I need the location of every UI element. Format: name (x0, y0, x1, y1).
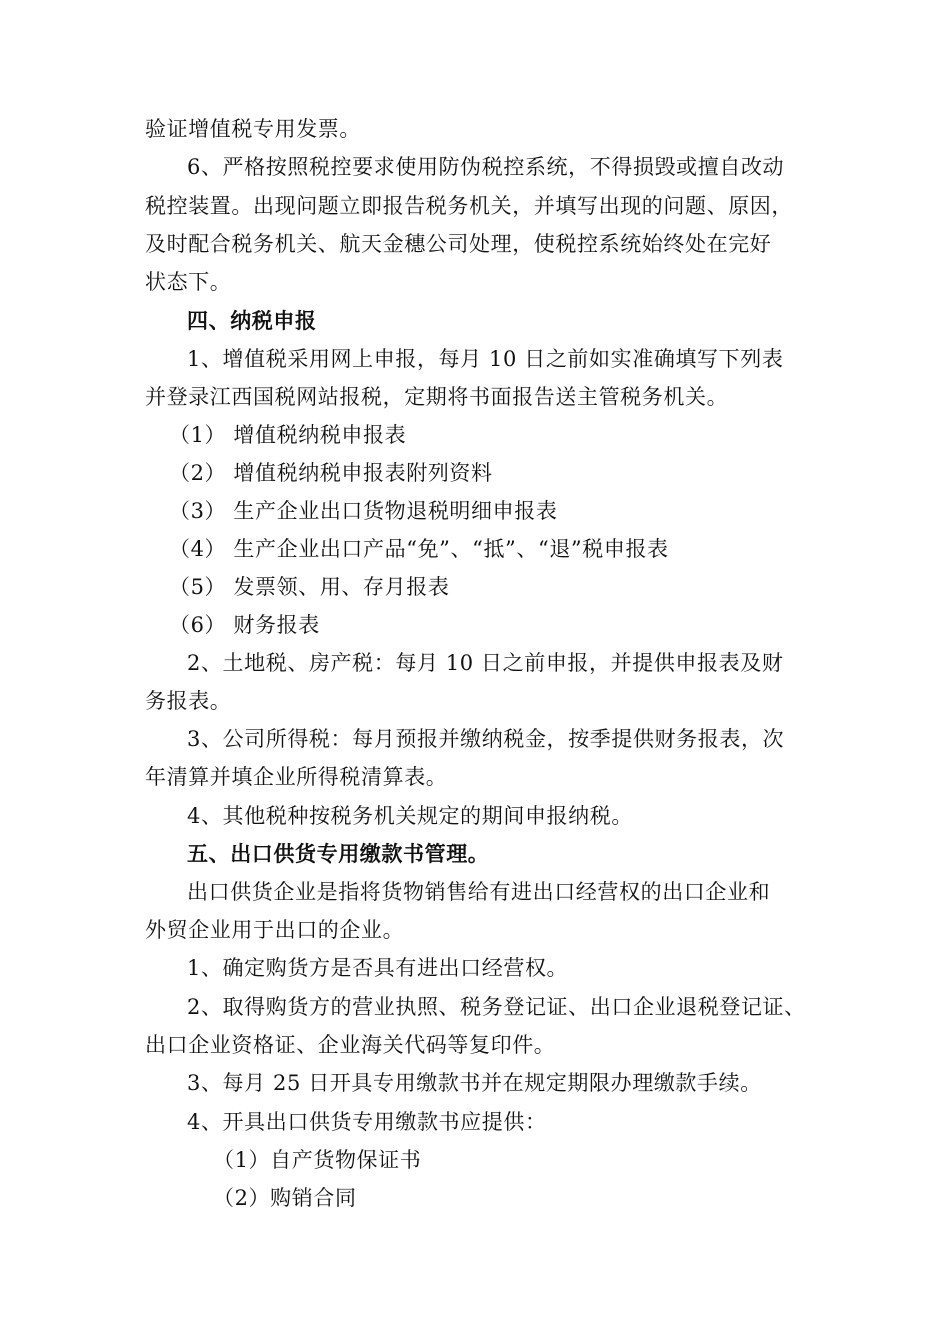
list-item: （2） 增值税纳税申报表附列资料 (169, 461, 493, 485)
paragraph-line: 税控装置。出现问题立即报告税务机关，并填写出现的问题、原因， (145, 194, 793, 218)
paragraph-line: 外贸企业用于出口的企业。 (145, 918, 405, 942)
paragraph-line: 及时配合税务机关、航天金穗公司处理，使税控系统始终处在完好 (145, 232, 772, 256)
paragraph-line: 4、开具出口供货专用缴款书应提供： (187, 1110, 547, 1134)
paragraph-line: 并登录江西国税网站报税，定期将书面报告送主管税务机关。 (145, 385, 729, 409)
paragraph-line: 2、取得购货方的营业执照、税务登记证、出口企业退税登记证、 (187, 995, 806, 1019)
paragraph-line: 6、严格按照税控要求使用防伪税控系统，不得损毁或擅自改动 (187, 155, 785, 179)
paragraph-line: 出口企业资格证、企业海关代码等复印件。 (145, 1033, 556, 1057)
list-item: （6） 财务报表 (169, 613, 320, 637)
list-item: （3） 生产企业出口货物退税明细申报表 (169, 499, 558, 523)
list-item: （5） 发票领、用、存月报表 (169, 575, 450, 599)
section-heading: 五、出口供货专用缴款书管理。 (187, 841, 490, 866)
paragraph-line: 3、每月 25 日开具专用缴款书并在规定期限办理缴款手续。 (187, 1071, 762, 1095)
paragraph-line: 1、确定购货方是否具有进出口经营权。 (187, 956, 569, 980)
paragraph-line: 状态下。 (145, 270, 232, 294)
paragraph-line: 3、公司所得税：每月预报并缴纳税金，按季提供财务报表，次 (187, 727, 785, 751)
paragraph-line: 验证增值税专用发票。 (145, 117, 361, 141)
paragraph-line: 出口供货企业是指将货物销售给有进出口经营权的出口企业和 (187, 880, 771, 904)
list-item: （1） 增值税纳税申报表 (169, 423, 407, 447)
paragraph-line: 4、其他税种按税务机关规定的期间申报纳税。 (187, 804, 633, 828)
paragraph-line: 务报表。 (145, 689, 232, 713)
list-item: （4） 生产企业出口产品“免”、“抵”、“退”税申报表 (169, 537, 669, 561)
paragraph-line: 年清算并填企业所得税清算表。 (145, 765, 448, 789)
list-item: （1）自产货物保证书 (213, 1148, 422, 1172)
list-item: （2）购销合同 (213, 1186, 357, 1210)
paragraph-line: 2、土地税、房产税：每月 10 日之前申报，并提供申报表及财 (187, 651, 784, 675)
paragraph-line: 1、增值税采用网上申报，每月 10 日之前如实准确填写下列表 (187, 347, 784, 371)
section-heading: 四、纳税申报 (187, 308, 317, 333)
